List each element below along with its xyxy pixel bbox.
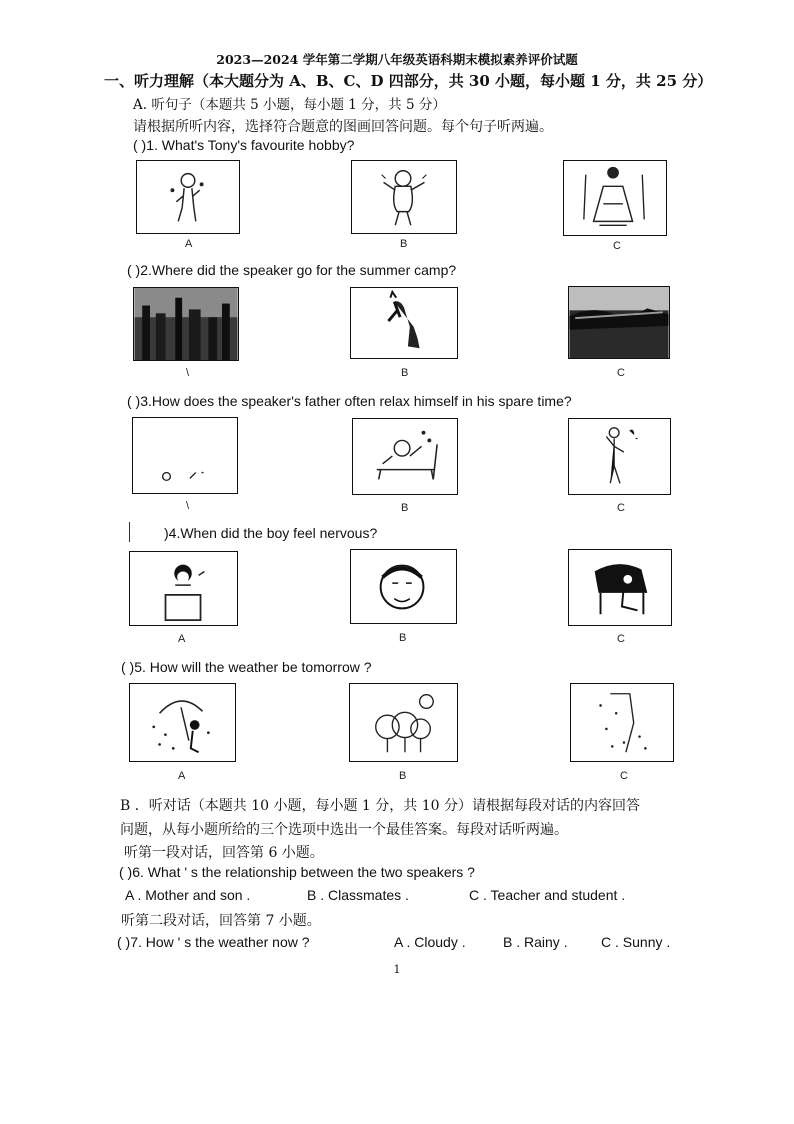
snowy-tree-illustration — [571, 684, 673, 761]
q1-label-c: C — [613, 240, 621, 252]
q5-label-b: B — [399, 770, 407, 782]
singing-man-illustration — [569, 419, 670, 494]
part-b-heading: B ．听对话（本题共 10 小题，每小题 1 分，共 10 分）请根据每段对话的内容回答 — [120, 798, 640, 814]
q4-picture-c[interactable] — [568, 549, 672, 626]
statue-of-liberty-illustration — [351, 288, 457, 358]
dialog-1-intro: 听第一段对话，回答第 6 小题。 — [124, 845, 324, 861]
q5-picture-a[interactable] — [129, 683, 236, 762]
q2-label-b: B — [401, 367, 409, 379]
q5-label-a: A — [178, 770, 186, 782]
q5-picture-b[interactable] — [349, 683, 458, 762]
question-1: ( )1. What's Tony's favourite hobby? — [133, 137, 355, 153]
q1-picture-a[interactable] — [136, 160, 240, 234]
sunny-trees-illustration — [350, 684, 457, 761]
paren-mark — [129, 522, 131, 542]
q4-label-c: C — [617, 633, 625, 645]
q2-picture-c[interactable] — [568, 286, 670, 359]
speech-podium-illustration — [130, 552, 237, 625]
dialog-2-intro: 听第二段对话，回答第 7 小题。 — [121, 913, 321, 929]
question-7: ( )7. How ' s the weather now ? — [117, 934, 310, 950]
question-2: ( )2.Where did the speaker go for the summer camp? — [127, 262, 457, 278]
question-6: ( )6. What ' s the relationship between the two speakers ? — [119, 864, 475, 880]
q1-picture-c[interactable] — [563, 160, 667, 236]
part-a-instruction: 请根据所听内容，选择符合题意的图画回答问题。每个句子听两遍。 — [133, 119, 553, 135]
q5-picture-c[interactable] — [570, 683, 674, 762]
q4-label-a: A — [178, 633, 186, 645]
q7-option-a[interactable]: A . Cloudy . — [394, 934, 466, 950]
q7-option-b[interactable]: B . Rainy . — [503, 934, 568, 950]
question-5: ( )5. How will the weather be tomorrow ? — [121, 659, 372, 675]
q3-label-a: \ — [186, 500, 190, 512]
piano-player-illustration — [569, 550, 671, 625]
q3-picture-b[interactable] — [352, 418, 458, 495]
great-wall-photo — [569, 287, 669, 358]
juggling-boy-illustration — [137, 161, 239, 233]
umbrella-rain-illustration — [130, 684, 235, 761]
q4-picture-b[interactable] — [350, 549, 457, 624]
part-a-heading: A. 听句子（本题共 5 小题，每小题 1 分，共 5 分） — [133, 97, 446, 113]
city-skyline-photo — [134, 288, 238, 360]
q2-picture-a[interactable] — [133, 287, 239, 361]
question-4: )4.When did the boy feel nervous? — [164, 525, 378, 541]
table-tennis-illustration — [353, 419, 457, 494]
part-b-instruction: 问题，从每小题所给的三个选项中选出一个最佳答案。每段对话听两遍。 — [120, 822, 568, 838]
exam-title: 2023—2024 学年第二学期八年级英语科期末模拟素养评价试题 — [216, 52, 578, 67]
painting-easel-illustration — [564, 161, 666, 235]
q3-picture-a[interactable] — [132, 417, 238, 494]
dancing-figure-illustration — [352, 161, 456, 233]
q1-label-a: A — [185, 238, 193, 250]
q6-option-b[interactable]: B . Classmates . — [307, 887, 409, 903]
nervous-face-illustration — [351, 550, 456, 623]
question-3: ( )3.How does the speaker's father often relax himself in his spare time? — [127, 393, 572, 409]
q4-picture-a[interactable] — [129, 551, 238, 626]
q6-option-c[interactable]: C . Teacher and student . — [469, 887, 626, 903]
q1-picture-b[interactable] — [351, 160, 457, 234]
q1-label-b: B — [400, 238, 408, 250]
football-illustration — [133, 418, 237, 493]
q4-label-b: B — [399, 632, 407, 644]
q3-picture-c[interactable] — [568, 418, 671, 495]
q7-option-c[interactable]: C . Sunny . — [601, 934, 671, 950]
page-number: 1 — [393, 963, 401, 976]
q6-option-a[interactable]: A . Mother and son . — [125, 887, 251, 903]
q3-label-c: C — [617, 502, 625, 514]
section-heading: 一、听力理解（本大题分为 A、B、C、D 四部分，共 30 小题，每小题 1 分，共 25 分） — [104, 72, 713, 90]
q3-label-b: B — [401, 502, 409, 514]
q5-label-c: C — [620, 770, 628, 782]
q2-label-a: \ — [186, 367, 190, 379]
q2-picture-b[interactable] — [350, 287, 458, 359]
q2-label-c: C — [617, 367, 625, 379]
